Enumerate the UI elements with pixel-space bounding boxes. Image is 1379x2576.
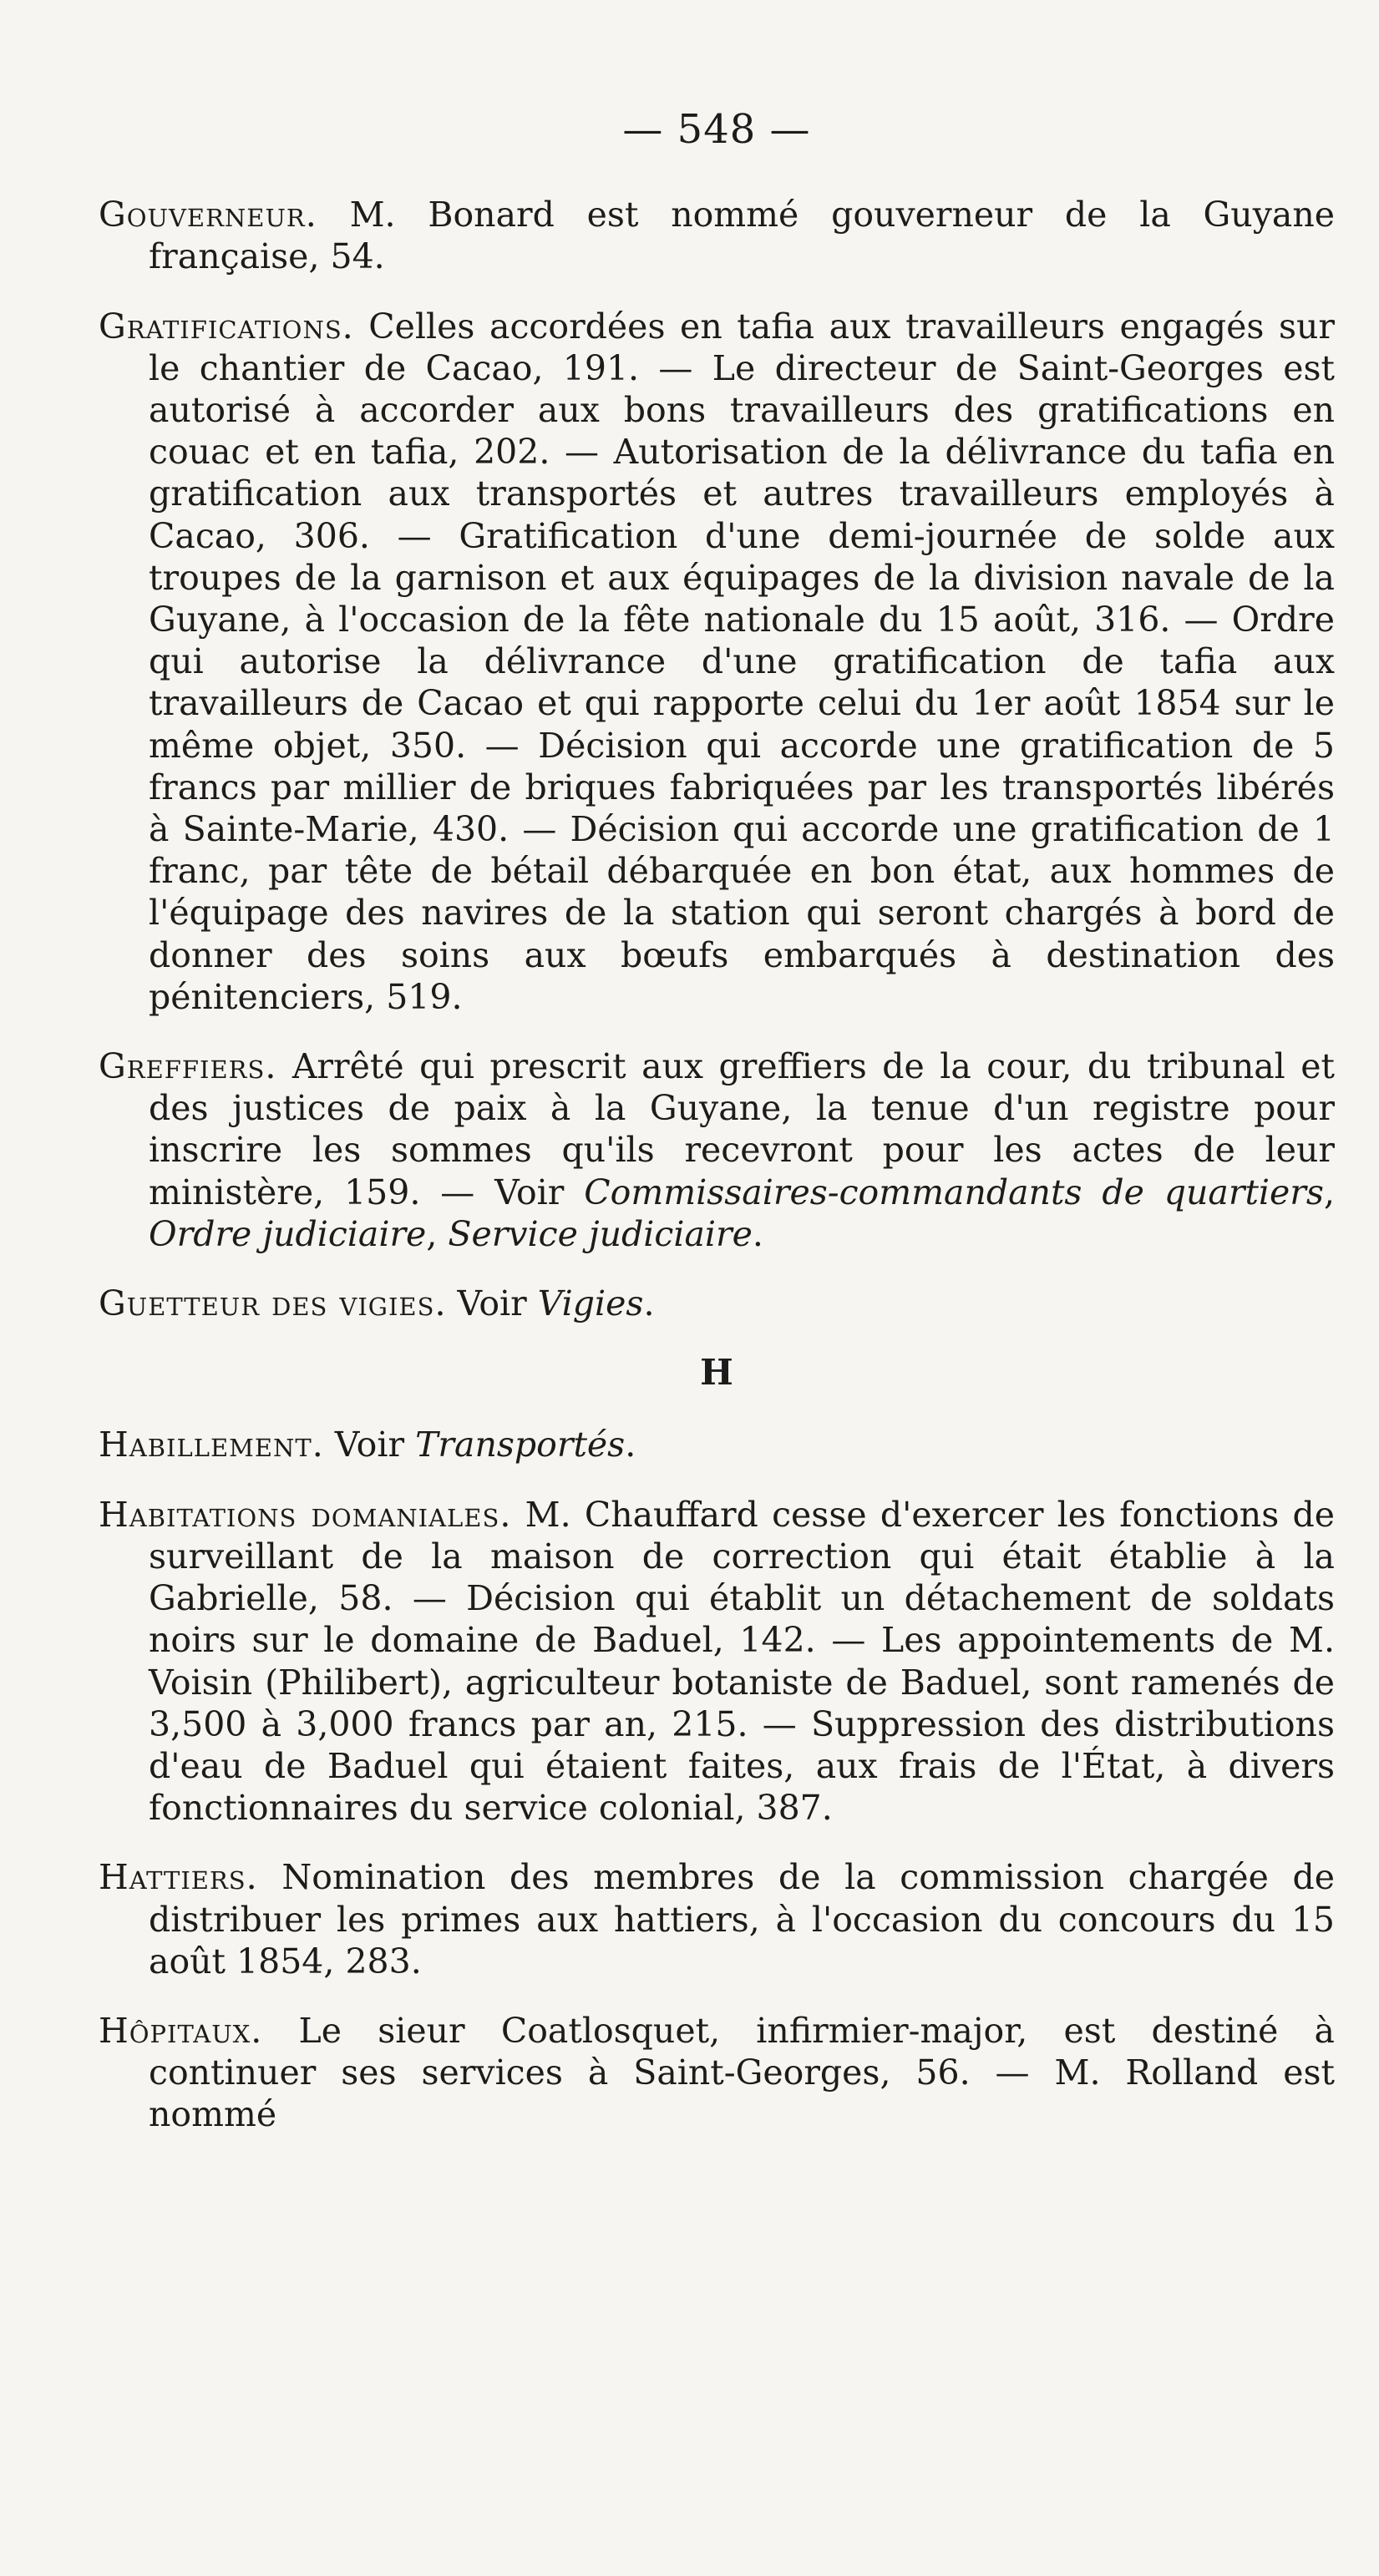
entry-greffiers: [99, 1045, 1335, 1255]
cross-reference: Service judiciaire: [448, 1213, 753, 1254]
entry-text: Le sieur Coatlosquet, infirmier-major, est destiné à continuer ses services à Saint-Georges, 56. — M. Rolland est nommé: [149, 2010, 1335, 2135]
section-letter: H: [700, 1352, 733, 1394]
entry-text: M. Bonard est nommé gouverneur de la Guyane française, 54.: [149, 195, 1335, 277]
entry-gouverneur: [99, 194, 1335, 277]
entry-heading: Habitations domaniales.: [99, 1494, 512, 1535]
entry-text: Voir: [446, 1283, 538, 1324]
entry-text: Celles accordées en tafia aux travailleurs engagés sur le chantier de Cacao, 191. — Le directeur de Saint-Georges est autorisé à accorder aux bons travailleurs des gratifications en couac et en tafia, 202. — Autorisation de la délivrance du tafia en gratification aux transportés et autres travailleurs employés à Cacao, 306. — Gratification d'une demi-journée de solde aux troupes de la garnison et aux équipages de la division navale de la Guyane, à l'occasion de la fête nationale du 15 août, 316. — Ordre qui autorise la délivrance d'une gratification de tafia aux travailleurs de Cacao et qui rapporte celui du 1er août 1854 sur le même objet, 350. — Décision qui accorde une gratification de 5 francs par millier de briques fabriquées par les transportés libérés à Sainte-Marie, 430. — Décision qui accorde une gratification de 1 franc, par tête de bétail débarquée en bon état, aux hommes de l'équipage des navires de la station qui seront chargés à bord de donner des soins aux bœufs embarqués à destination des pénitenciers, 519.: [149, 306, 1335, 1017]
entry-guetteur-des-vigies: [99, 1283, 1335, 1324]
entry-text: Nomination des membres de la commission chargée de distribuer les primes aux hattiers, à l'occasion du concours du 15 août 1854, 283.: [149, 1857, 1335, 1981]
entry-end: .: [643, 1283, 655, 1324]
entry-heading: Greffiers.: [99, 1046, 277, 1087]
cross-reference: Transportés: [415, 1425, 626, 1465]
entry-heading: Guetteur des vigies.: [99, 1283, 447, 1324]
entry-hopitaux: [99, 2010, 1335, 2136]
entry-heading: Habillement.: [99, 1425, 324, 1465]
entry-habillement: [99, 1424, 1335, 1465]
entry-heading: Hattiers.: [99, 1857, 258, 1898]
entry-heading: Gouverneur.: [99, 195, 317, 235]
entry-text: M. Chauffard cesse d'exercer les fonctions de surveillant de la maison de correction qui était établie à la Gabrielle, 58. — Décision qui établit un détachement de soldats noirs sur le domaine de Baduel, 142. — Les appointements de M. Voisin (Philibert), agriculteur botaniste de Baduel, sont ramenés de 3,500 à 3,000 francs par an, 215. — Suppression des distributions d'eau de Baduel qui étaient faites, aux frais de l'État, à divers fonctionnaires du service colonial, 387.: [149, 1494, 1335, 1829]
entry-end: .: [625, 1425, 636, 1465]
entry-text: Arrêté qui prescrit aux greffiers de la cour, du tribunal et des justices de paix à la Guyane, la tenue d'un registre pour inscrire les sommes qu'ils recevront pour les actes de leur ministère, 159. — Voir: [149, 1046, 1335, 1212]
cross-reference: Ordre judiciaire: [149, 1213, 427, 1254]
entry-heading: Hôpitaux.: [99, 2010, 263, 2051]
entry-habitations-domaniales: [99, 1494, 1335, 1830]
entry-text: Voir: [323, 1425, 416, 1465]
separator: ,: [426, 1213, 449, 1254]
entry-heading: Gratifications.: [99, 306, 354, 347]
entry-hattiers: [99, 1856, 1335, 1982]
separator: ,: [1323, 1172, 1335, 1212]
cross-reference: Commissaires-commandants de quartiers: [584, 1172, 1324, 1212]
page-number: — 548 —: [622, 106, 811, 153]
entry-end: .: [752, 1213, 763, 1254]
document-page: [99, 106, 1335, 2164]
entry-gratifications: [99, 306, 1335, 1018]
cross-reference: Vigies: [537, 1283, 644, 1324]
